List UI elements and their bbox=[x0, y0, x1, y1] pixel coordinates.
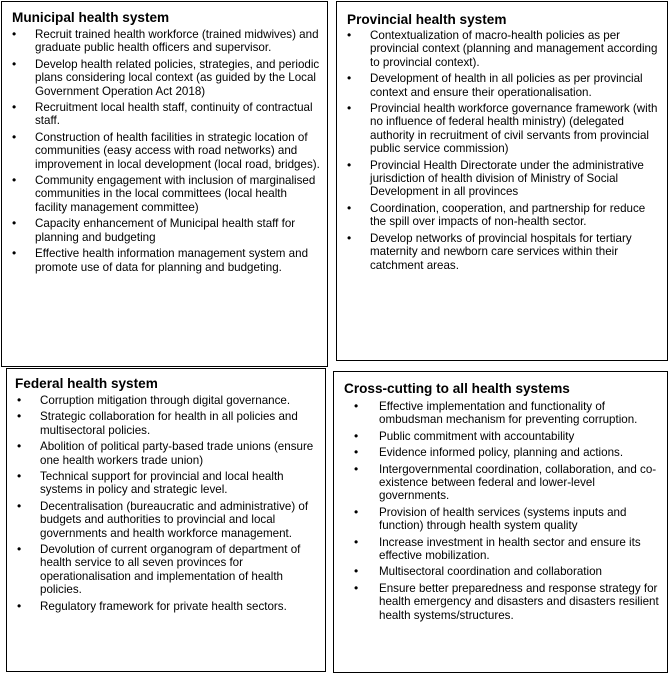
list-item: • Technical support for provincial and local health systems in policy and strategic level. bbox=[40, 470, 319, 497]
list-item: • Coordination, cooperation, and partnership for reduce the spill over impacts of non-health sector. bbox=[370, 202, 661, 229]
list-item: • Corruption mitigation through digital governance. bbox=[40, 394, 319, 407]
list-item: • Recruit trained health workforce (trained midwives) and graduate public health officers and supervisor. bbox=[35, 28, 321, 55]
list-item: • Contextualization of macro-health policies as per provincial context (planning and management according to provincial context). bbox=[370, 29, 661, 69]
list-item: • Strategic collaboration for health in all policies and multisectoral policies. bbox=[40, 410, 319, 437]
box-title: Cross-cutting to all health systems bbox=[344, 381, 570, 396]
item-list bbox=[344, 400, 661, 622]
list-item: • Ensure better preparedness and response strategy for health emergency and disasters and disasters resilient health systems/structures. bbox=[379, 582, 661, 622]
provincial-health-system-box bbox=[336, 1, 668, 361]
box-title: Municipal health system bbox=[12, 10, 170, 25]
list-item: • Effective health information management system and promote use of data for planning and budgeting. bbox=[35, 247, 321, 274]
list-item: • Recruitment local health staff, continuity of contractual staff. bbox=[35, 101, 321, 128]
list-item: • Devolution of current organogram of department of health service to all seven provinces for operationalisation and implementation of health policies. bbox=[40, 543, 319, 597]
list-item: • Provincial health workforce governance framework (with no influence of federal health ministry) (delegated authority in recruitment of civil servants from provincial public service commission) bbox=[370, 102, 661, 156]
list-item: • Construction of health facilities in strategic location of communities (easy access with road networks) and improvement in local development (local road, bridges). bbox=[35, 131, 321, 171]
list-item: • Develop networks of provincial hospitals for tertiary maternity and newborn care services within their catchment areas. bbox=[370, 232, 661, 272]
municipal-health-system-box bbox=[1, 1, 328, 367]
cross-cutting-health-systems-box bbox=[333, 371, 668, 673]
item-list bbox=[15, 394, 319, 613]
list-item: • Abolition of political party-based trade unions (ensure one health workers trade union) bbox=[40, 440, 319, 467]
list-item: • Effective implementation and functionality of ombudsman mechanism for preventing corruption. bbox=[379, 400, 661, 427]
list-item: • Decentralisation (bureaucratic and administrative) of budgets and authorities to provincial and local governments and health workforce management. bbox=[40, 500, 319, 540]
list-item: • Evidence informed policy, planning and actions. bbox=[379, 446, 661, 459]
box-title: Provincial health system bbox=[347, 12, 507, 27]
federal-health-system-box bbox=[6, 368, 326, 672]
list-item: • Provincial Health Directorate under the administrative jurisdiction of health division of Ministry of Social Development in all provinces bbox=[370, 159, 661, 199]
box-title: Federal health system bbox=[15, 376, 158, 391]
list-item: • Development of health in all policies as per provincial context and ensure their operationalisation. bbox=[370, 72, 661, 99]
list-item: • Capacity enhancement of Municipal health staff for planning and budgeting bbox=[35, 217, 321, 244]
list-item: • Develop health related policies, strategies, and periodic plans considering local context (as guided by the Local Government Operation Act 2018) bbox=[35, 58, 321, 98]
list-item: • Increase investment in health sector and ensure its effective mobilization. bbox=[379, 536, 661, 563]
item-list bbox=[347, 29, 661, 272]
list-item: • Public commitment with accountability bbox=[379, 430, 661, 443]
item-list bbox=[12, 28, 321, 274]
list-item: • Multisectoral coordination and collaboration bbox=[379, 565, 661, 578]
list-item: • Community engagement with inclusion of marginalised communities in the local committees (local health facility management committee) bbox=[35, 174, 321, 214]
list-item: • Provision of health services (systems inputs and function) through health system quality bbox=[379, 506, 661, 533]
list-item: • Regulatory framework for private health sectors. bbox=[40, 600, 319, 613]
list-item: • Intergovernmental coordination, collaboration, and co-existence between federal and lower-level governments. bbox=[379, 463, 661, 503]
